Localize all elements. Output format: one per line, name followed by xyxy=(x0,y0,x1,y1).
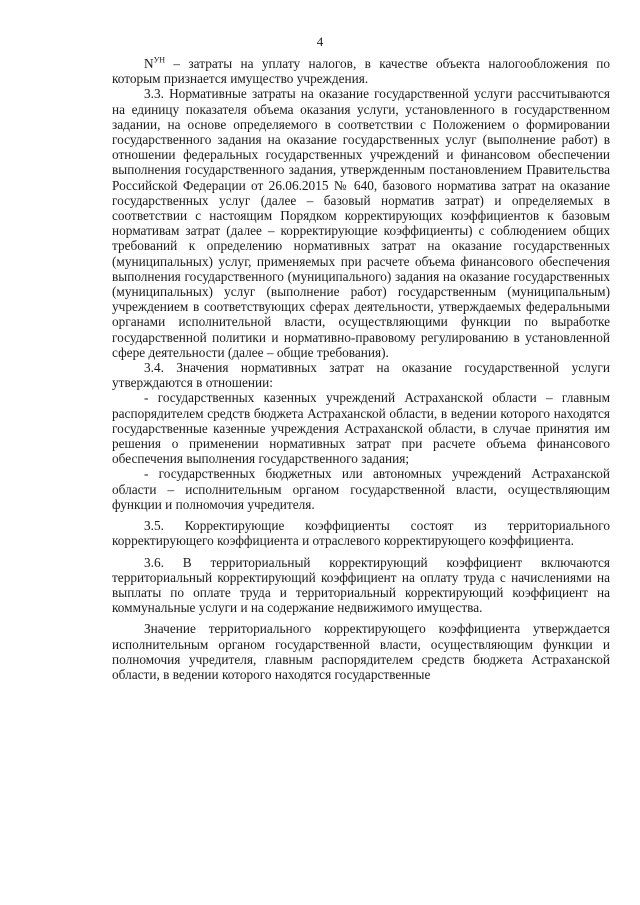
paragraph-3-6: 3.6. В территориальный корректирующий коэффициент включаются территориальный корректирующий коэффициент на оплату труда с начислениями на выплаты по оплате труда и территориальный корректирующий коэффициент на коммунальные услуги и на содержание недвижимого имущества. xyxy=(112,554,610,616)
document-body xyxy=(112,56,610,682)
symbol-n: N xyxy=(144,56,154,71)
paragraph-3-5: 3.5. Корректирующие коэффициенты состоят из территориального корректирующего коэффициента и отраслевого корректирующего коэффициента. xyxy=(112,518,610,549)
paragraph-nun-definition xyxy=(112,56,610,86)
page-number: 4 xyxy=(316,34,324,49)
paragraph-3-4: 3.4. Значения нормативных затрат на оказание государственной услуги утверждаются в отношении: xyxy=(112,360,610,391)
paragraph-3-4-item-byudzhetnye: - государственных бюджетных или автономных учреждений Астраханской области – исполнительным органом государственной власти, осуществляющим функции и полномочия учредителя. xyxy=(112,466,610,512)
symbol-superscript: УН xyxy=(153,55,166,65)
paragraph-text: – затраты на уплату налогов, в качестве объекта налогообложения по которым признается имущество учреждения. xyxy=(112,56,610,87)
paragraph-3-3: 3.3. Нормативные затраты на оказание государственной услуги рассчитываются на единицу показателя объема оказания услуги, установленного в государственном задании, на основе определяемого в соответствии с Положением о формировании государственного задания на оказание государственных услуг (выполнение работ) в отношении федеральных государственных учреждений и финансовом обеспечении выполнения государственного задания, утвержденным постановлением Правительства Российской Федерации от 26.06.2015 № 640, базового норматива затрат на оказание государственных услуг (далее – базовый норматив затрат) и определяемых в соответствии с настоящим Порядком корректирующих коэффициентов к базовым нормативам затрат (далее – корректирующие коэффициенты) с соблюдением общих требований к определению нормативных затрат на оказание государственных (муниципальных) услуг, применяемых при расчете объема финансового обеспечения выполнения государственного (муниципального) задания на оказание государственных (муниципальных) услуг (выполнение работ) государственным (муниципальным) учреждением в соответствующих сферах деятельности, утверждаемых федеральными органами исполнительной власти, осуществляющими функции по выработке государственной политики и нормативно-правовому регулированию в установленной сфере деятельности (далее – общие требования). xyxy=(112,86,610,360)
paragraph-3-4-item-kazennye: - государственных казенных учреждений Астраханской области – главным распорядителем средств бюджета Астраханской области, в ведении которого находятся государственные казенные учреждения Астраханской области, в случае принятия им решения о применении нормативных затрат при расчете объема финансового обеспечения выполнения государственного задания; xyxy=(112,390,610,467)
paragraph-3-6-continuation: Значение территориального корректирующего коэффициента утверждается исполнительным органом государственной власти, осуществляющим функции и полномочия учредителя, главным распорядителем средств бюджета Астраханской области, в ведении которого находятся государственные xyxy=(112,621,610,682)
